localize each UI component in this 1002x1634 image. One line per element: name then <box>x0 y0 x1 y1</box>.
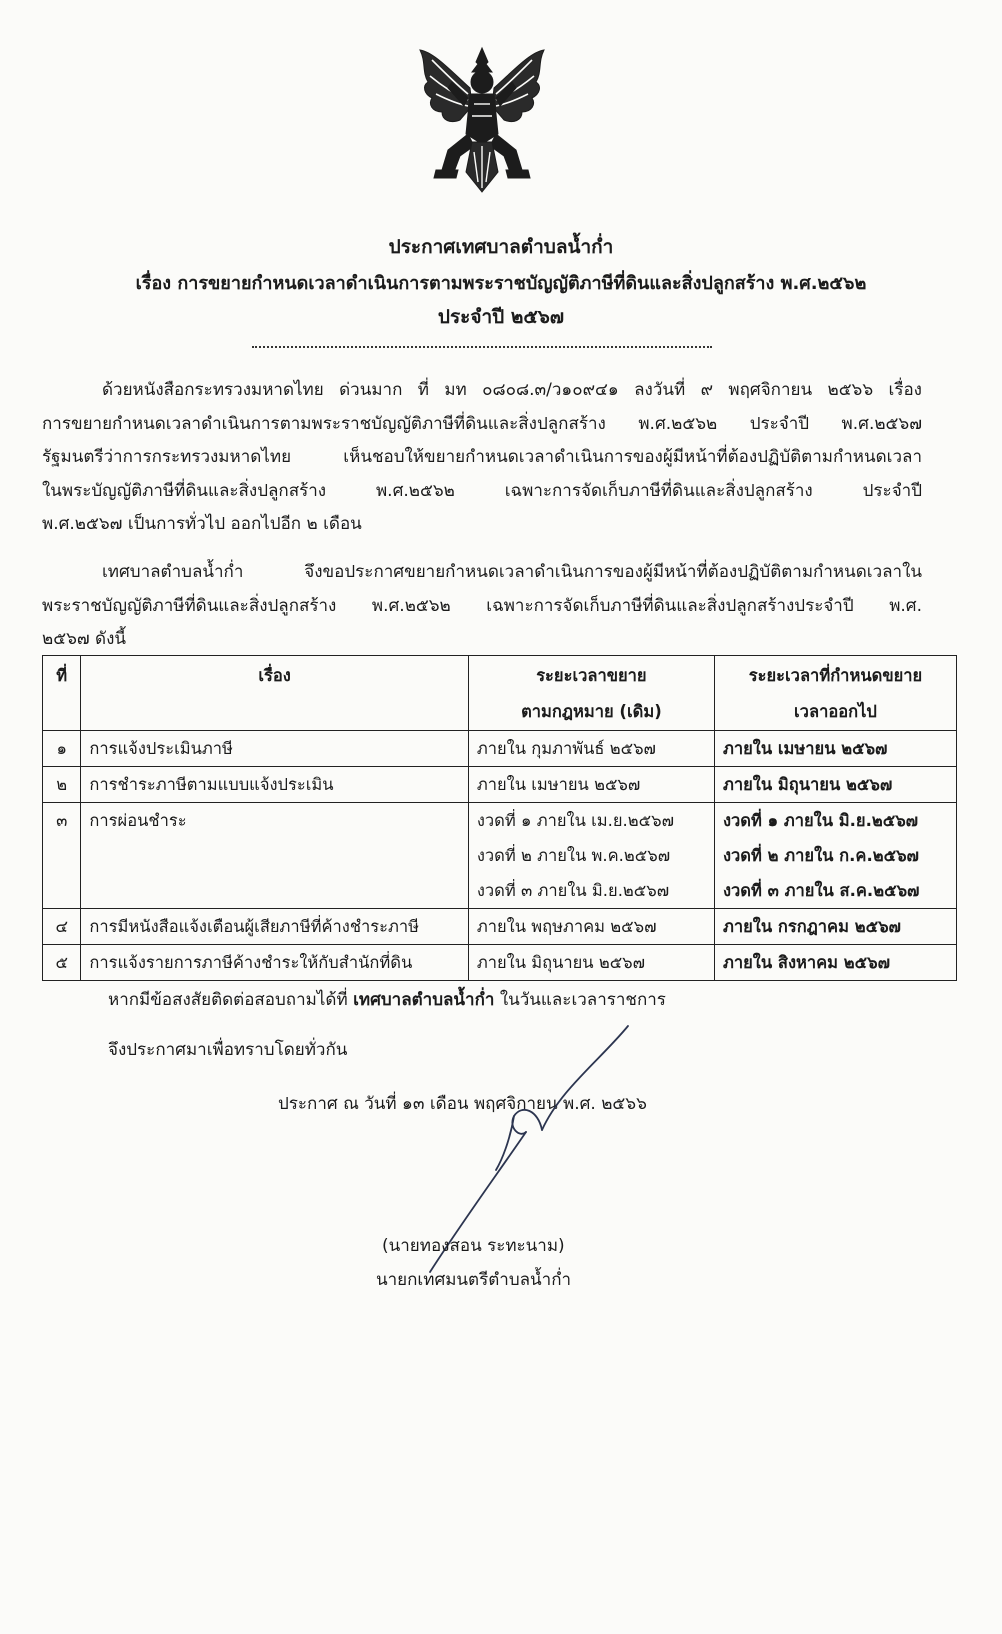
announcement-year: ประจำปี ๒๕๖๗ <box>437 306 565 328</box>
schedule-table <box>42 655 957 981</box>
row-subject: การผ่อนชำระ <box>81 803 468 909</box>
row-number: ๔ <box>43 909 81 945</box>
contact-organization: เทศบาลตำบลน้ำก่ำ <box>353 990 495 1010</box>
row-number: ๒ <box>43 767 81 803</box>
paragraph-2 <box>42 556 922 657</box>
row-extended: ภายใน เมษายน ๒๕๖๗ <box>714 731 956 767</box>
paragraph-1 <box>42 374 922 542</box>
table-row <box>43 767 957 803</box>
row-subject: การชำระภาษีตามแบบแจ้งประเมิน <box>81 767 468 803</box>
table-header-row <box>43 656 957 731</box>
installment-original: งวดที่ ๒ ภายใน พ.ค.๒๕๖๗ <box>476 846 671 865</box>
row-extended: ภายใน มิถุนายน ๒๕๖๗ <box>714 767 956 803</box>
contact-line <box>108 986 666 1013</box>
contact-prefix: หากมีข้อสงสัยติดต่อสอบถามได้ที่ <box>108 990 348 1010</box>
row-number: ๕ <box>43 945 81 981</box>
row-extended: ภายใน สิงหาคม ๒๕๖๗ <box>714 945 956 981</box>
row-extended <box>714 803 956 909</box>
paragraph-1-line: พ.ศ.๒๕๖๗ เป็นการทั่วไป ออกไปอีก ๒ เดือน <box>42 514 362 534</box>
installment-extended: งวดที่ ๑ ภายใน มิ.ย.๒๕๖๗ <box>722 811 919 830</box>
installment-original: งวดที่ ๓ ภายใน มิ.ย.๒๕๖๗ <box>476 881 670 900</box>
installment-extended: งวดที่ ๓ ภายใน ส.ค.๒๕๖๗ <box>722 881 920 900</box>
header-original-line: ระยะเวลาขยาย <box>536 666 647 685</box>
announcement-title: ประกาศเทศบาลตำบลน้ำก่ำ <box>388 236 614 258</box>
paragraph-1-line: ในพระบัญญัติภาษีที่ดินและสิ่งปลูกสร้าง พ.ศ.๒๕๖๒ เฉพาะการจัดเก็บภาษีที่ดินและสิ่งปลูกสร้าง ประจำปี <box>42 480 922 501</box>
row-original: ภายใน มิถุนายน ๒๕๖๗ <box>468 945 714 981</box>
row-subject: การแจ้งรายการภาษีค้างชำระให้กับสำนักที่ดิน <box>81 945 468 981</box>
paragraph-2-line: พระราชบัญญัติภาษีที่ดินและสิ่งปลูกสร้าง พ.ศ.๒๕๖๒ เฉพาะการจัดเก็บภาษีที่ดินและสิ่งปลูกสร้างประจำปี พ.ศ. <box>42 595 922 616</box>
paragraph-1-line: การขยายกำหนดเวลาดำเนินการตามพระราชบัญญัติภาษีที่ดินและสิ่งปลูกสร้าง พ.ศ.๒๕๖๒ ประจำปี พ.ศ.๒๕๖๗ <box>42 413 922 434</box>
installment-extended: งวดที่ ๒ ภายใน ก.ค.๒๕๖๗ <box>722 846 919 865</box>
notify-line: จึงประกาศมาเพื่อทราบโดยทั่วกัน <box>108 1040 348 1060</box>
table-row <box>43 803 957 909</box>
paragraph-2-line: เทศบาลตำบลน้ำก่ำ จึงขอประกาศขยายกำหนดเวลาดำเนินการของผู้มีหน้าที่ต้องปฏิบัติตามกำหนดเวลาใน <box>102 562 922 582</box>
header-extended <box>714 656 956 731</box>
paragraph-2-line: ๒๕๖๗ ดังนี้ <box>42 629 127 649</box>
row-extended: ภายใน กรกฎาคม ๒๕๖๗ <box>714 909 956 945</box>
table-row <box>43 909 957 945</box>
row-subject: การมีหนังสือแจ้งเตือนผู้เสียภาษีที่ค้างชำระภาษี <box>81 909 468 945</box>
dotted-divider <box>252 346 712 348</box>
header-subject: เรื่อง <box>81 656 468 731</box>
row-original <box>468 803 714 909</box>
row-original: ภายใน กุมภาพันธ์ ๒๕๖๗ <box>468 731 714 767</box>
row-subject: การแจ้งประเมินภาษี <box>81 731 468 767</box>
header-no: ที่ <box>43 656 81 731</box>
paragraph-1-line: ด้วยหนังสือกระทรวงมหาดไทย ด่วนมาก ที่ มท ๐๘๐๘.๓/ว๑๐๙๔๑ ลงวันที่ ๙ พฤศจิกายน ๒๕๖๖ เรื่อง <box>102 380 922 400</box>
row-original: ภายใน พฤษภาคม ๒๕๖๗ <box>468 909 714 945</box>
header-original <box>468 656 714 731</box>
paragraph-1-line: รัฐมนตรีว่าการกระทรวงมหาดไทย เห็นชอบให้ขยายกำหนดเวลาดำเนินการของผู้มีหน้าที่ต้องปฏิบัติตามกำหนดเวลา <box>42 447 922 467</box>
row-original: ภายใน เมษายน ๒๕๖๗ <box>468 767 714 803</box>
header-original-line: ตามกฎหมาย (เดิม) <box>521 702 662 721</box>
contact-suffix: ในวันและเวลาราชการ <box>499 990 666 1010</box>
row-number: ๑ <box>43 731 81 767</box>
signer-position: นายกเทศมนตรีตำบลน้ำก่ำ <box>376 1270 572 1290</box>
signer-name: (นายทองสอน ระทะนาม) <box>382 1236 565 1256</box>
announcement-date: ประกาศ ณ วันที่ ๑๓ เดือน พฤศจิกายน พ.ศ. ๒๕๖๖ <box>278 1094 647 1114</box>
installment-original: งวดที่ ๑ ภายใน เม.ย.๒๕๖๗ <box>476 811 675 830</box>
announcement-subject: เรื่อง การขยายกำหนดเวลาดำเนินการตามพระราชบัญญัติภาษีที่ดินและสิ่งปลูกสร้าง พ.ศ.๒๕๖๒ <box>135 273 867 294</box>
table-row <box>43 731 957 767</box>
garuda-emblem-icon <box>412 42 552 200</box>
table-row <box>43 945 957 981</box>
row-number: ๓ <box>43 803 81 909</box>
header-extended-line: ระยะเวลาที่กำหนดขยาย <box>748 666 923 685</box>
header-extended-line: เวลาออกไป <box>794 702 877 721</box>
